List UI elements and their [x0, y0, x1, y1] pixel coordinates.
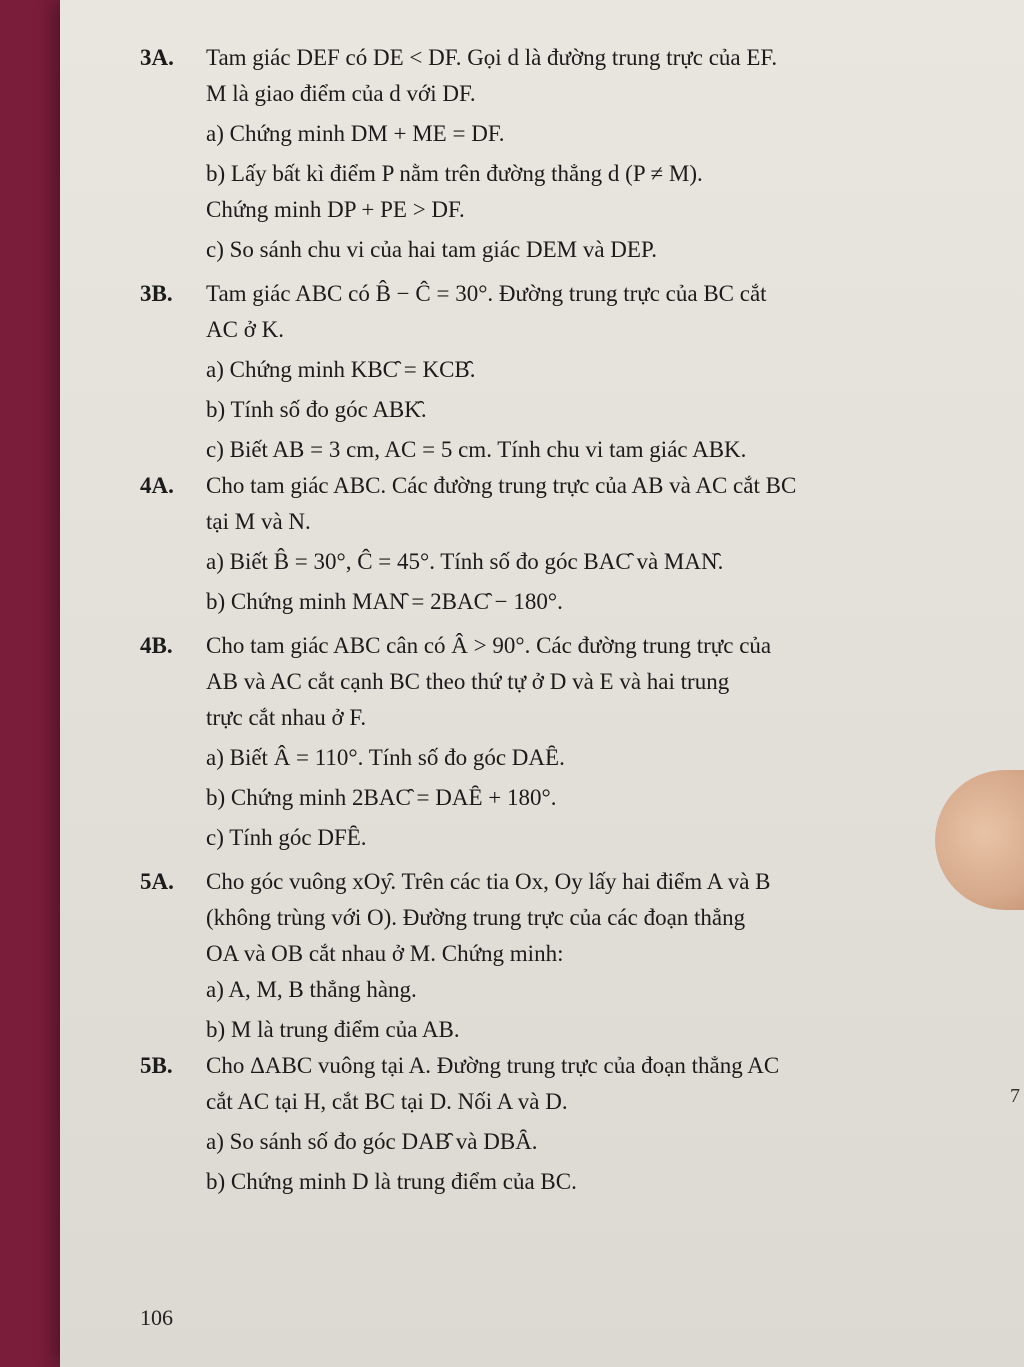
- problem-3b: [140, 276, 940, 468]
- margin-text: 7: [1010, 1085, 1020, 1107]
- problem-text: M là giao điểm của d với DF.: [206, 81, 476, 106]
- problem-part: c) Tính góc DFȆ.: [206, 825, 367, 850]
- problem-part: b) Chứng minh 2BAC̑ = DAȆ + 180°.: [206, 785, 557, 810]
- problem-4b: [140, 628, 940, 856]
- problem-text: Cho góc vuông xOy̑. Trên các tia Ox, Oy lấy hai điểm A và B: [206, 869, 771, 894]
- problem-5a: [140, 864, 940, 1048]
- problem-label: 4B.: [140, 633, 173, 658]
- problem-part: b) Tính số đo góc ABK̑.: [206, 397, 427, 422]
- problem-text: Tam giác DEF có DE < DF. Gọi d là đường trung trực của EF.: [206, 45, 778, 70]
- page-number: 106: [140, 1305, 173, 1330]
- problem-label: 3B.: [140, 281, 173, 306]
- problem-part: b) M là trung điểm của AB.: [206, 1017, 460, 1042]
- problem-part: c) Biết AB = 3 cm, AC = 5 cm. Tính chu vi tam giác ABK.: [206, 437, 747, 462]
- problem-text: Tam giác ABC có B̂ − Ĉ = 30°. Đường trung trực của BC cắt: [206, 281, 767, 306]
- exercise-list: [140, 40, 940, 1200]
- problem-part: b) Chứng minh D là trung điểm của BC.: [206, 1169, 577, 1194]
- problem-part: a) Chứng minh KBC̑ = KCB̑.: [206, 357, 476, 382]
- problem-label: 5B.: [140, 1053, 173, 1078]
- problem-part: b) Chứng minh MAN̑ = 2BAC̑ − 180°.: [206, 589, 563, 614]
- problem-part: c) So sánh chu vi của hai tam giác DEM và DEP.: [206, 237, 657, 262]
- problem-text: (không trùng với O). Đường trung trực của các đoạn thẳng: [206, 905, 746, 930]
- problem-part: a) So sánh số đo góc DAB̑ và DBȂ.: [206, 1129, 538, 1154]
- problem-text: AC ở K.: [206, 317, 284, 342]
- problem-text: cắt AC tại H, cắt BC tại D. Nối A và D.: [206, 1089, 568, 1114]
- problem-text: Cho tam giác ABC cân có Â > 90°. Các đường trung trực của: [206, 633, 772, 658]
- problem-3a: [140, 40, 940, 268]
- problem-text: trực cắt nhau ở F.: [206, 705, 367, 730]
- problem-text: AB và AC cắt cạnh BC theo thứ tự ở D và E và hai trung: [206, 669, 730, 694]
- problem-5b: [140, 1048, 940, 1200]
- problem-text: tại M và N.: [206, 509, 311, 534]
- problem-4a: [140, 468, 940, 620]
- problem-label: 3A.: [140, 45, 174, 70]
- problem-part: a) Biết B̂ = 30°, Ĉ = 45°. Tính số đo góc BAC̑ và MAN̑.: [206, 549, 724, 574]
- problem-text: OA và OB cắt nhau ở M. Chứng minh:: [206, 941, 564, 966]
- problem-text: Cho tam giác ABC. Các đường trung trực của AB và AC cắt BC: [206, 473, 797, 498]
- problem-part: a) Chứng minh DM + ME = DF.: [206, 121, 505, 146]
- problem-label: 4A.: [140, 473, 174, 498]
- problem-part: a) A, M, B thẳng hàng.: [206, 977, 417, 1002]
- problem-part: b) Lấy bất kì điểm P nằm trên đường thẳng d (P ≠ M).: [206, 161, 703, 186]
- problem-part: Chứng minh DP + PE > DF.: [206, 197, 465, 222]
- problem-label: 5A.: [140, 869, 174, 894]
- problem-text: Cho ΔABC vuông tại A. Đường trung trực của đoạn thẳng AC: [206, 1053, 780, 1078]
- problem-part: a) Biết Â = 110°. Tính số đo góc DAȆ.: [206, 745, 565, 770]
